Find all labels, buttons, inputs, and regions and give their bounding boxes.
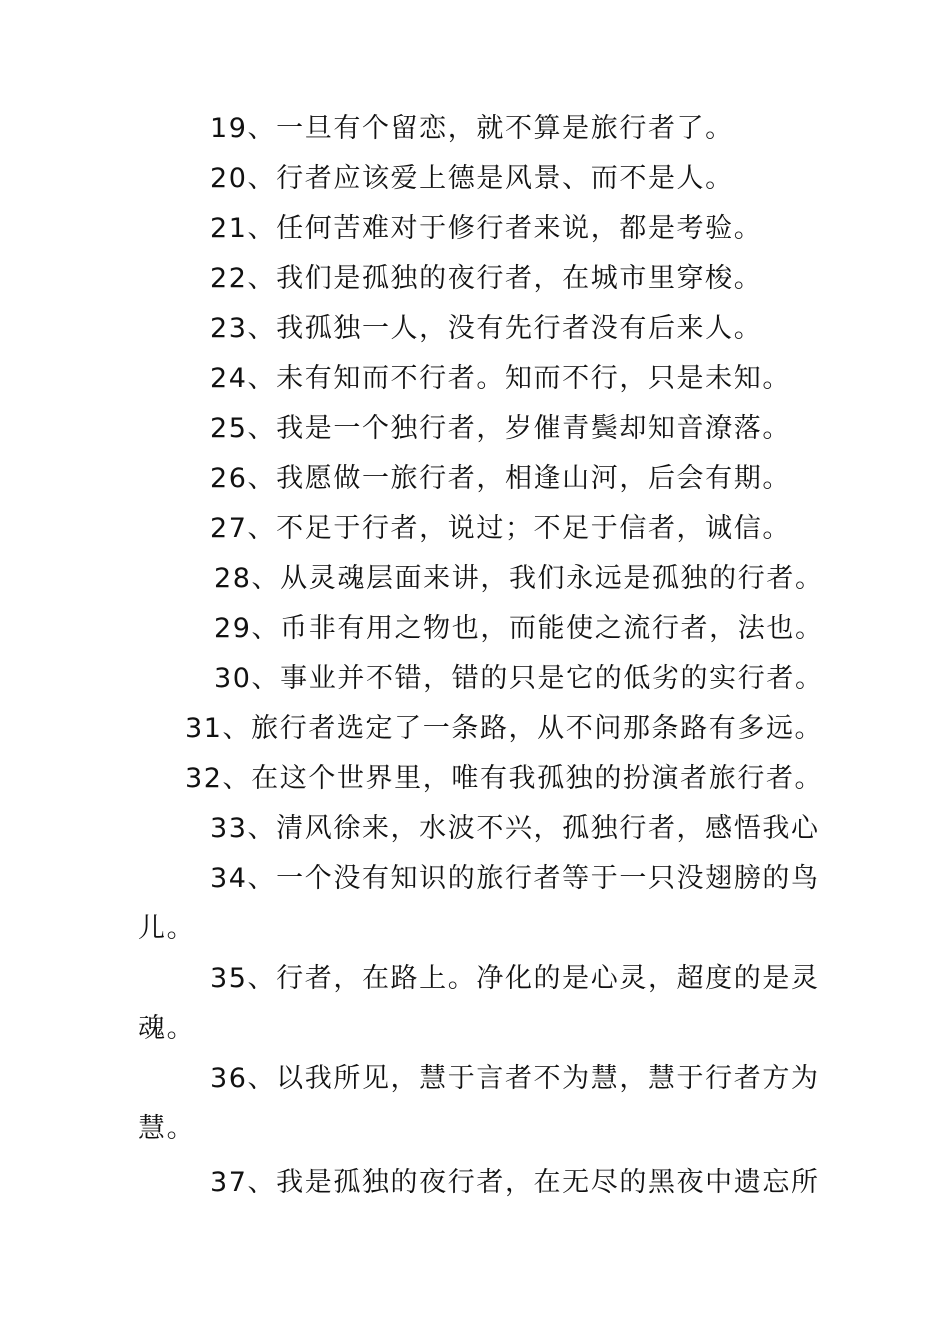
text-line: 22、我们是孤独的夜行者，在城市里穿梭。	[210, 263, 763, 294]
text-line: 37、我是孤独的夜行者，在无尽的黑夜中遗忘所	[210, 1167, 820, 1198]
text-line: 26、我愿做一旅行者，相逢山河，后会有期。	[210, 463, 791, 494]
text-line: 20、行者应该爱上德是风景、而不是人。	[210, 163, 734, 194]
text-line: 33、清风徐来，水波不兴，孤独行者，感悟我心	[210, 813, 820, 844]
text-line: 慧。	[138, 1113, 196, 1144]
text-line: 24、未有知而不行者。知而不行，只是未知。	[210, 363, 791, 394]
text-line: 34、一个没有知识的旅行者等于一只没翅膀的鸟	[210, 863, 820, 894]
text-line: 21、任何苦难对于修行者来说，都是考验。	[210, 213, 763, 244]
text-line: 27、不足于行者，说过；不足于信者，诚信。	[210, 513, 791, 544]
text-line: 36、以我所见，慧于言者不为慧，慧于行者方为	[210, 1063, 820, 1094]
text-line: 19、一旦有个留恋，就不算是旅行者了。	[210, 113, 734, 144]
text-line: 25、我是一个独行者，岁催青鬓却知音潦落。	[210, 413, 791, 444]
text-line: 32、在这个世界里，唯有我孤独的扮演者旅行者。	[185, 763, 824, 794]
text-line: 35、行者，在路上。净化的是心灵，超度的是灵	[210, 963, 820, 994]
text-line: 魂。	[138, 1013, 196, 1044]
text-line: 31、旅行者选定了一条路，从不问那条路有多远。	[185, 713, 824, 744]
text-line: 23、我孤独一人，没有先行者没有后来人。	[210, 313, 763, 344]
text-line: 29、币非有用之物也，而能使之流行者，法也。	[214, 613, 824, 644]
text-line: 28、从灵魂层面来讲，我们永远是孤独的行者。	[214, 563, 824, 594]
text-line: 30、事业并不错，错的只是它的低劣的实行者。	[214, 663, 824, 694]
text-line: 儿。	[138, 913, 196, 944]
